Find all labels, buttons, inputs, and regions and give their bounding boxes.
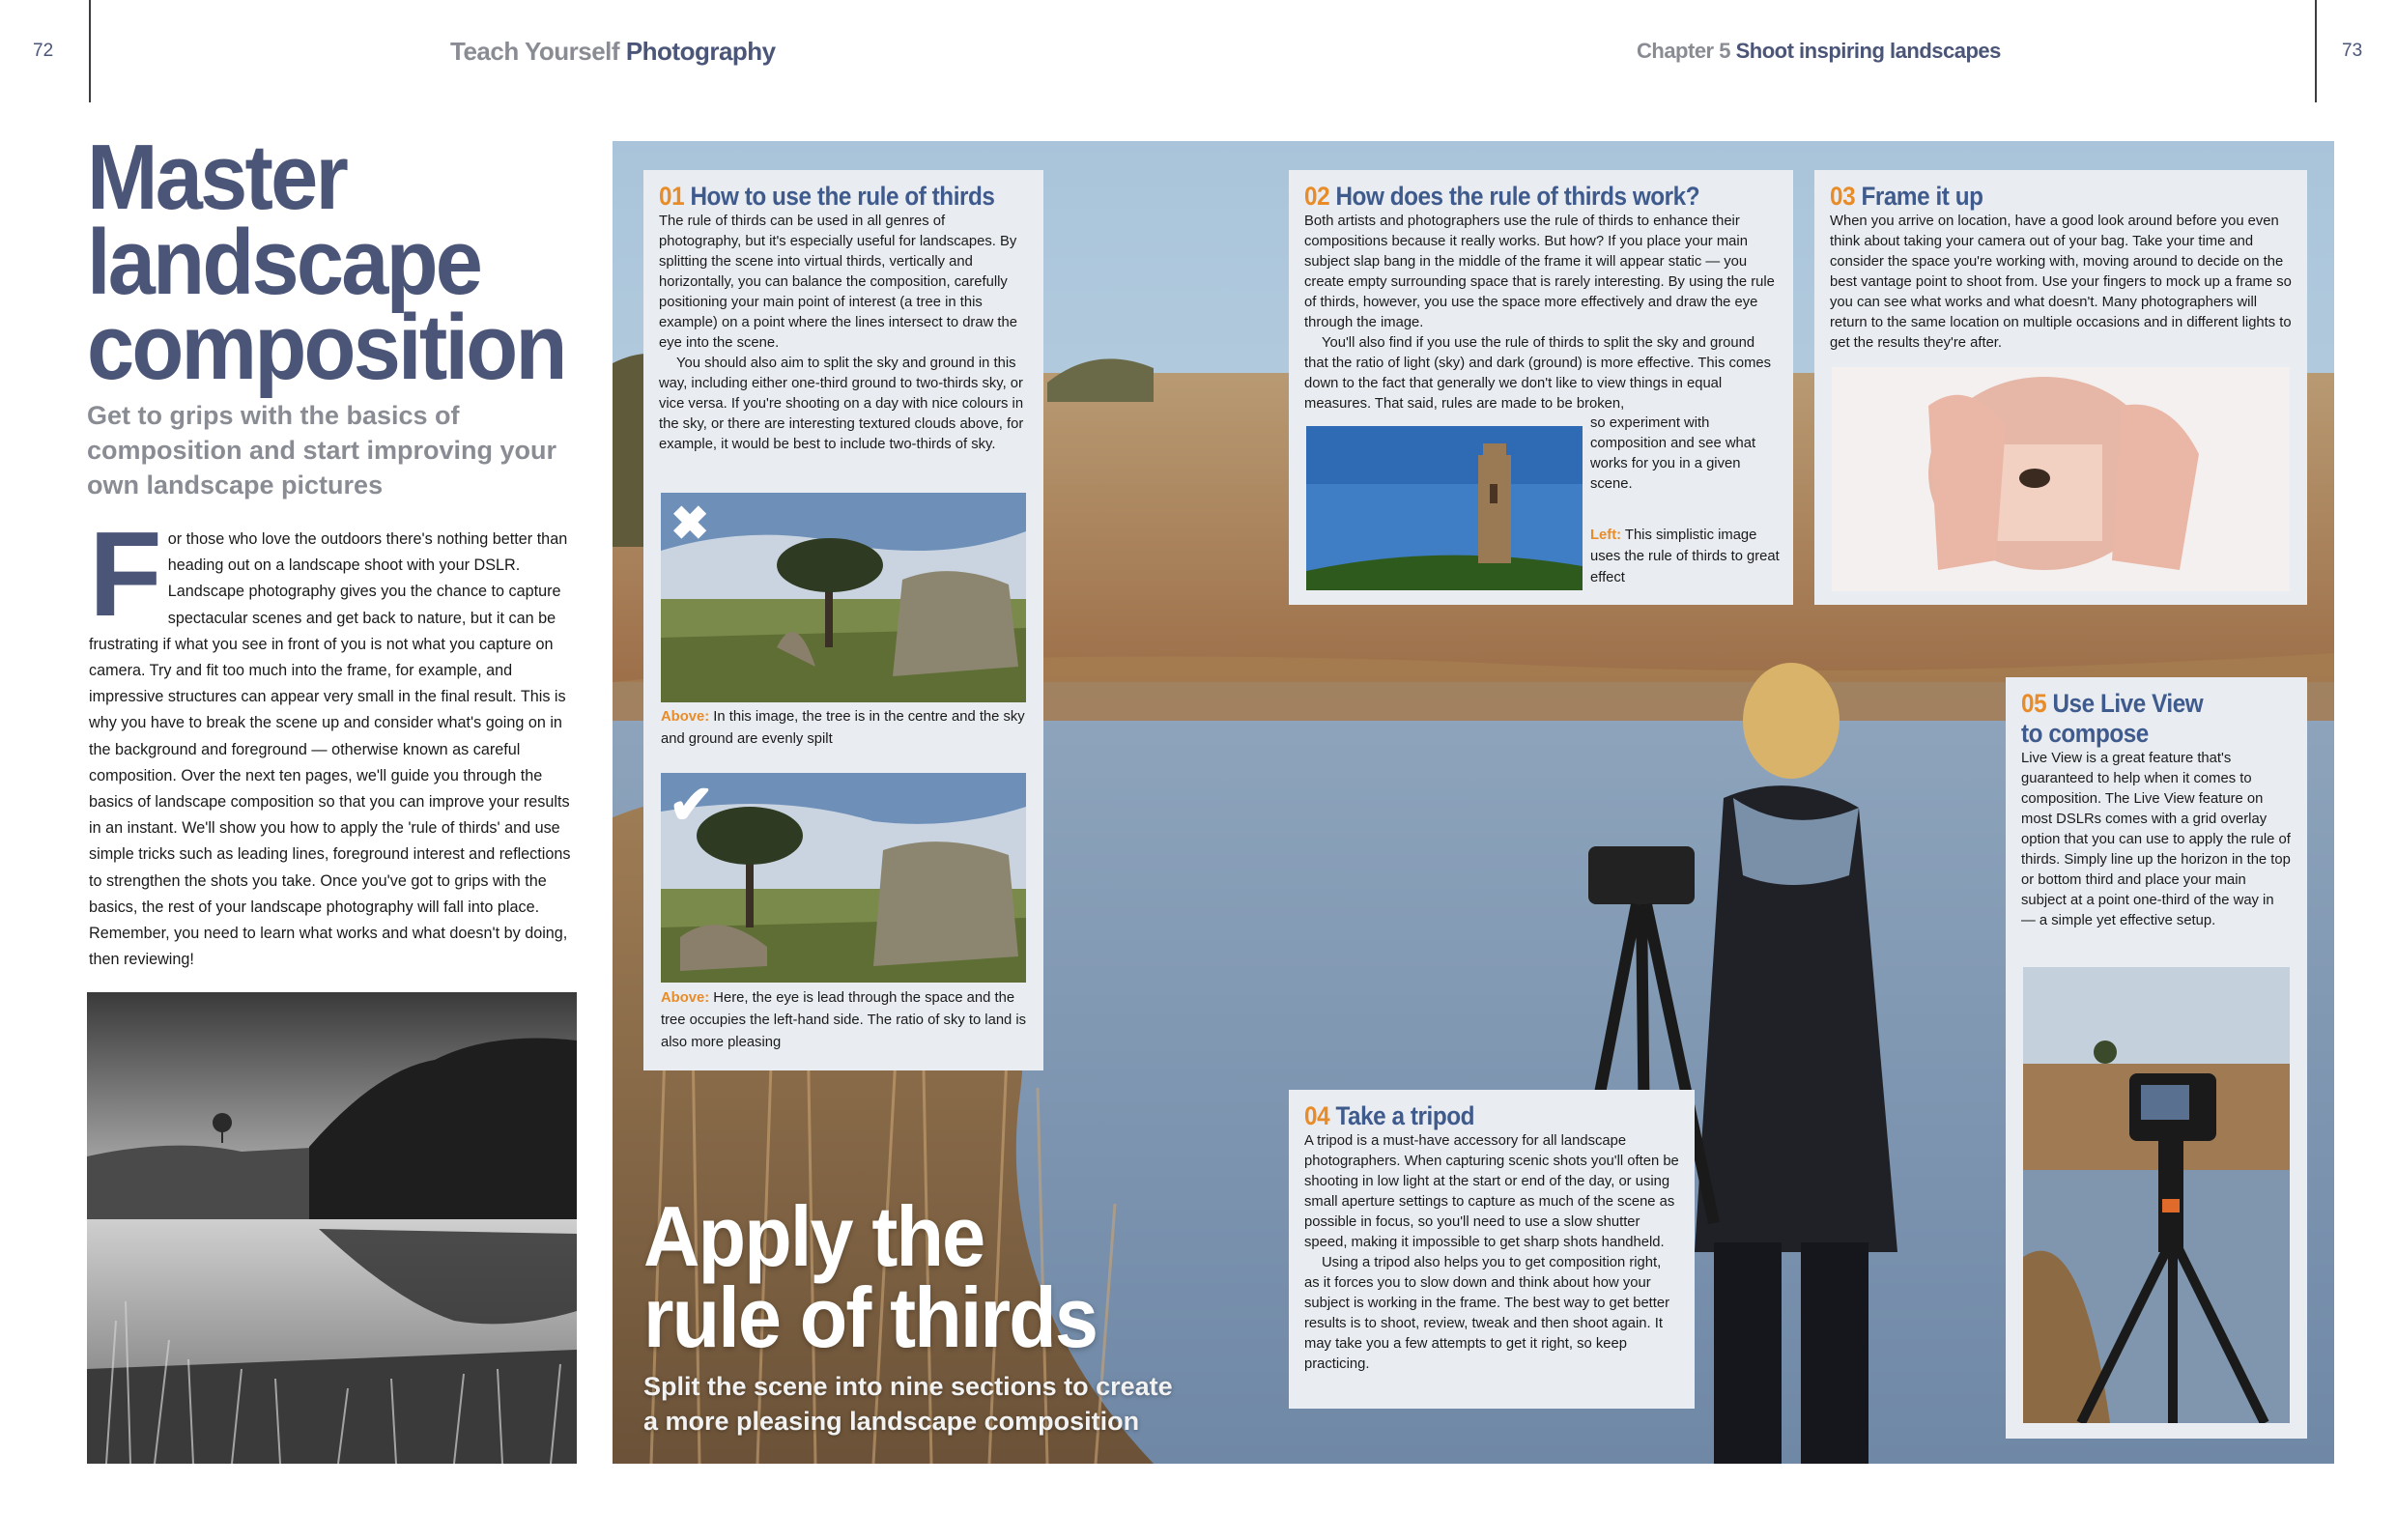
- box-04-take-a-tripod: [1289, 1090, 1695, 1409]
- box-05-live-view: [2006, 677, 2307, 1439]
- bw-lake-photo: [87, 992, 577, 1464]
- box-05-heading: 05 Use Live View: [2021, 689, 2204, 718]
- left-runhead-bold: Photography: [625, 37, 776, 66]
- page-title: [87, 126, 638, 399]
- feature-title-line-1: Apply the: [643, 1188, 984, 1284]
- box-04-para-2: Using a tripod also helps you to get composition right, as it forces you to slow down and think about how your subject is working in the frame. The best way to get better results is to shoot, review, tweak and then shoot again. It may take you a few attempts to get it right, so keep practicing.: [1304, 1255, 1670, 1372]
- intro-body-text: [89, 508, 584, 973]
- box-01-caption-2: Above: Here, the eye is lead through the space and the tree occupies the left-hand side. The ratio of sky to land is also more pleasing: [661, 990, 1027, 1050]
- box-01-para-2: You should also aim to split the sky and ground in this way, including either one-third ground to two-thirds sky, or vice versa. If you're shooting on a day with nice colours in the sky, or there are interesting textured clouds above, for example, it would be best to include two-thirds of sky.: [659, 356, 1024, 452]
- intro-paragraph: or those who love the outdoors there's nothing better than heading out on a landscape shoot with your DSLR. Landscape photography gives you the chance to capture spectacular scenes and get back to nature, but it can be frustrating if what you see in front of you is not what you capture on camera. Try and fit too much into the frame, for example, and impressive structures can appear very small in the final result. This is why you have to break the scene up and consider what's going on in the background and foreground — otherwise known as careful composition. Over the next ten pages, we'll guide you through the basics of landscape composition so that you can improve your results in an instant. We'll show you how to apply the 'rule of thirds' and use simple tricks such as leading lines, foreground interest and reflections to strengthen the shots you take. Once you've got to grips with the basics, the rest of your landscape photography will fall into place. Remember, you need to learn what works and what doesn't by doing, then reviewing!: [89, 530, 571, 969]
- page-title-line-1: Master: [87, 126, 347, 229]
- box-03-para-1: When you arrive on location, have a good look around before you even think about taking your camera out of your bag. Take your time and consider the space you're working with, moving around to decide on the best vantage point to shoot from. Use your fingers to mock up a frame so you can see what works and what doesn't. Many photographers will return to the same location on multiple occasions and in different lights to get the results they're after.: [1830, 214, 2292, 351]
- hands-framing-photo: [1832, 367, 2290, 591]
- drop-cap: F: [89, 508, 162, 642]
- box-05-para-1: Live View is a great feature that's guaranteed to help when it comes to composition. The Live View feature on most DSLRs comes with a grid overlay option that you can use to apply the rule of thirds. Simply line up the horizon in the top or bottom third and place your main subject at a point one-third of the way in — a simple yet effective setup.: [2021, 751, 2291, 928]
- right-runhead-light: Chapter 5: [1637, 39, 1730, 63]
- box-03-frame-it-up: [1814, 170, 2307, 605]
- box-01-para-1: The rule of thirds can be used in all genres of photography, but it's especially useful for landscapes. By splitting the scene into virtual thirds, vertically and horizontally, you can balance the composition, carefully positioning your main point of interest (a tree in this example) on a point where the lines intersect to draw the eye into the scene.: [659, 214, 1017, 351]
- feature-title: [643, 1188, 1212, 1365]
- box-02-para-3: so experiment with composition and see what works for you in a given scene.: [1590, 415, 1756, 492]
- feature-title-line-2: rule of thirds: [643, 1269, 1098, 1365]
- camera-live-view-photo: [2023, 967, 2290, 1423]
- left-runhead-light: Teach Yourself: [450, 37, 620, 66]
- wrong-example-icon: ✖: [670, 499, 710, 550]
- box-04-heading: 04 Take a tripod: [1304, 1101, 1475, 1130]
- box-05-heading-line-2: to compose: [2021, 719, 2149, 748]
- page-title-line-3: composition: [87, 296, 565, 399]
- box-02-caption: Left: This simplistic image uses the rule of thirds to great effect: [1590, 528, 1780, 585]
- box-04-para-1: A tripod is a must-have accessory for all landscape photographers. When capturing scenic shots you'll often be shooting in low light at the start or end of the day, or using small aperture settings to capture as much of the scene as possible in focus, so you'll need to use a slow shutter speed, making it impossible to get sharp shots handheld.: [1304, 1133, 1679, 1250]
- box-01-caption-1: Above: In this image, the tree is in the centre and the sky and ground are evenly spilt: [661, 709, 1025, 747]
- feature-subtitle: Split the scene into nine sections to create a more pleasing landscape composition: [643, 1372, 1173, 1436]
- box-03-heading: 03 Frame it up: [1830, 182, 1983, 211]
- right-header-divider: [2315, 0, 2317, 102]
- page-title-line-2: landscape: [87, 211, 481, 314]
- box-02-heading: 02 How does the rule of thirds work?: [1304, 182, 1700, 211]
- right-runhead-bold: Shoot inspiring landscapes: [1735, 39, 2001, 63]
- box-02-para-2: You'll also find if you use the rule of thirds to split the sky and ground that the ratio of light (sky) and dark (ground) is more effective. This comes down to the fact that generally we don't like to view things in equal measures. That said, rules are made to be broken,: [1304, 335, 1772, 412]
- left-page-number: 72: [33, 41, 54, 61]
- tree-centered-photo: [661, 493, 1026, 702]
- box-01-rule-of-thirds: [643, 170, 1043, 1070]
- tower-photo: [1306, 426, 1583, 590]
- standfirst: Get to grips with the basics of composition and start improving your own landscape pictures: [87, 401, 557, 499]
- box-01-heading: 01 How to use the rule of thirds: [659, 182, 995, 211]
- left-header-divider: [89, 0, 91, 102]
- box-02-para-1: Both artists and photographers use the rule of thirds to enhance their compositions because it really works. But how? If you place your main subject slap bang in the middle of the frame it will appear static — you create empty surrounding space that is rarely interesting. By using the rule of thirds, however, you use the space more effectively and draw the eye through the image.: [1304, 214, 1775, 330]
- box-02-how-it-works: [1289, 170, 1793, 605]
- correct-example-icon: ✔: [669, 774, 714, 835]
- right-running-head: [1637, 39, 2001, 64]
- right-page-number: 73: [2342, 41, 2363, 61]
- tree-thirds-photo: [661, 773, 1026, 983]
- left-running-head: [450, 37, 776, 67]
